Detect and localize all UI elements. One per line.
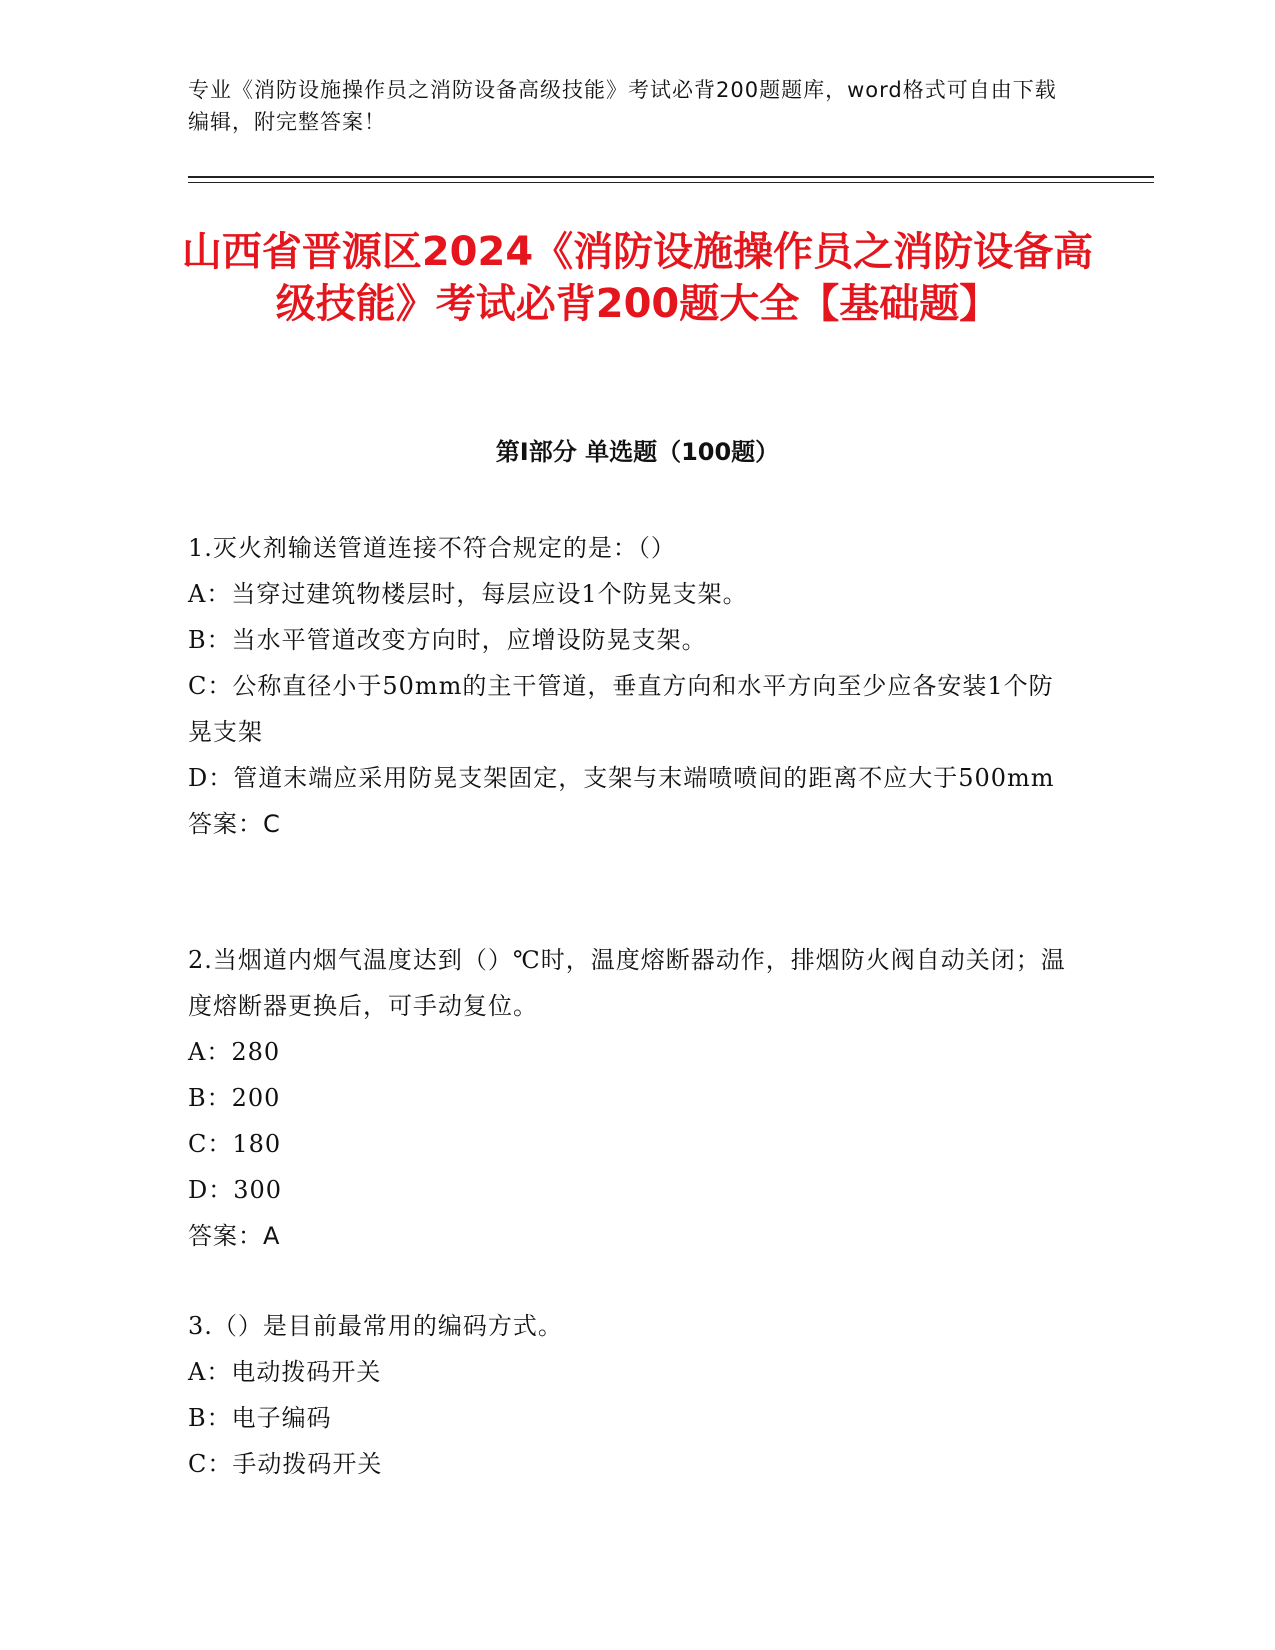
header-note: 专业《消防设施操作员之消防设备高级技能》考试必背200题题库，word格式可自由下载编辑，附完整答案！ [188, 78, 1057, 134]
option-b: B：电子编码 [188, 1404, 332, 1432]
option-b: B：当水平管道改变方向时，应增设防晃支架。 [188, 626, 707, 654]
answer-text: 答案：A [188, 1222, 281, 1250]
question-stem: 3.（）是目前最常用的编码方式。 [188, 1312, 563, 1340]
answer-text: 答案：C [188, 810, 281, 838]
document-title: 山西省晋源区2024《消防设施操作员之消防设备高级技能》考试必背200题大全【基础题】 [181, 229, 1094, 327]
option-a: A：电动拨码开关 [188, 1358, 382, 1386]
question-2 [188, 937, 1068, 1259]
option-c: C：手动拨码开关 [188, 1450, 383, 1478]
header-divider-thick [188, 176, 1154, 178]
option-c: C：公称直径小于50mm的主干管道，垂直方向和水平方向至少应各安装1个防晃支架 [188, 672, 1054, 746]
header-divider-thin [188, 182, 1154, 183]
question-1 [188, 525, 1068, 847]
option-a: A：当穿过建筑物楼层时，每层应设1个防晃支架。 [188, 580, 748, 608]
question-stem: 2.当烟道内烟气温度达到（）℃时，温度熔断器动作，排烟防火阀自动关闭；温度熔断器更换后，可手动复位。 [188, 946, 1066, 1020]
option-a: A：280 [188, 1038, 281, 1066]
question-stem: 1.灭火剂输送管道连接不符合规定的是：（） [188, 534, 676, 562]
section-heading: 第I部分 单选题（100题） [495, 438, 780, 466]
question-3 [188, 1303, 1068, 1487]
option-c: C：180 [188, 1130, 282, 1158]
option-d: D：300 [188, 1176, 283, 1204]
option-d: D：管道末端应采用防晃支架固定，支架与末端喷喷间的距离不应大于500mm [188, 764, 1055, 792]
option-b: B：200 [188, 1084, 281, 1112]
